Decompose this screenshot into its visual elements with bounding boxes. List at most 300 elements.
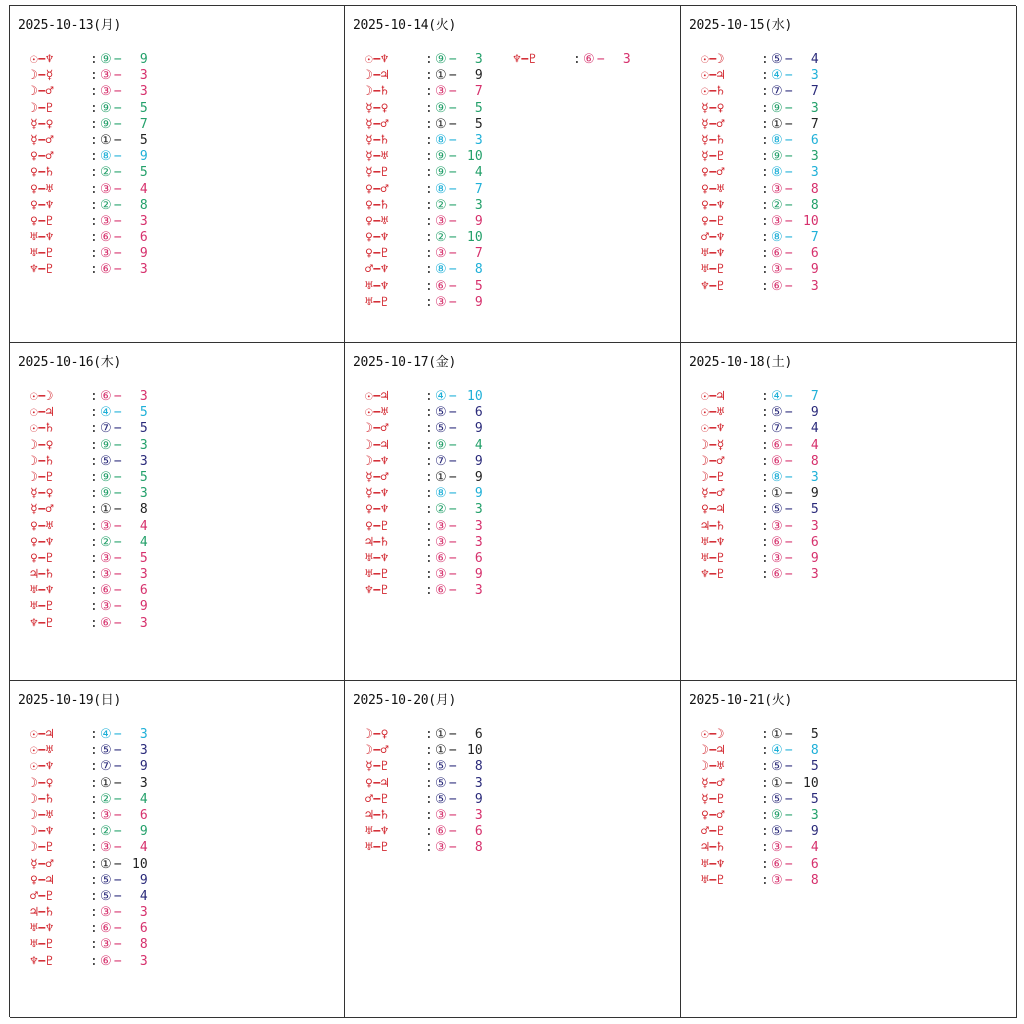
- dash: −: [113, 469, 122, 485]
- aspect-value: 8: [139, 937, 148, 953]
- aspect-code: ③: [100, 84, 112, 100]
- aspect-code: ⑨: [771, 807, 783, 823]
- planet-pair: ☉−☽: [701, 727, 725, 742]
- dash: −: [448, 807, 457, 823]
- aspect-code: ③: [100, 807, 112, 823]
- aspect-row: [701, 182, 819, 198]
- planet-pair: ☿−♂: [30, 502, 54, 518]
- aspect-value: 5: [474, 100, 483, 116]
- aspect-row: [365, 295, 483, 311]
- separator: :: [761, 262, 769, 278]
- planet-pair: ☉−☽: [30, 389, 54, 404]
- aspect-row: [701, 149, 819, 165]
- aspect-code: ⑥: [100, 230, 112, 246]
- dash: −: [448, 534, 457, 550]
- aspect-row: [701, 230, 819, 246]
- aspect-row: [30, 405, 148, 421]
- separator: :: [425, 759, 433, 775]
- dash: −: [448, 262, 457, 278]
- aspect-code: ④: [771, 68, 783, 84]
- aspect-row: [701, 405, 819, 421]
- planet-pair: ☿−♀: [30, 486, 54, 502]
- separator: :: [90, 52, 98, 67]
- separator: :: [425, 262, 433, 278]
- aspect-code: ①: [771, 486, 783, 502]
- dash: −: [448, 824, 457, 840]
- aspect-value: 6: [810, 132, 819, 148]
- aspect-value: 3: [622, 52, 631, 67]
- dash: −: [784, 52, 793, 67]
- aspect-code: ③: [100, 599, 112, 615]
- aspect-code: ⑥: [771, 437, 783, 453]
- aspect-value: 9: [474, 791, 483, 807]
- separator: :: [425, 550, 433, 566]
- planet-pair: ♀−♇: [30, 550, 54, 566]
- dash: −: [784, 165, 793, 181]
- planet-pair: ☉−♅: [701, 405, 725, 421]
- aspect-row: [365, 84, 483, 100]
- separator: :: [761, 52, 769, 67]
- aspect-row: [30, 905, 148, 921]
- aspect-value: 9: [474, 567, 483, 583]
- dash: −: [113, 502, 122, 518]
- dash: −: [448, 469, 457, 485]
- aspect-row: [365, 279, 483, 295]
- separator: :: [761, 727, 769, 742]
- aspect-value: 9: [139, 759, 148, 775]
- aspect-code: ⑨: [100, 116, 112, 132]
- separator: :: [761, 68, 769, 84]
- aspect-row: [30, 486, 148, 502]
- planet-pair: ☽−♄: [30, 453, 54, 469]
- separator: :: [90, 213, 98, 229]
- planet-pair: ☽−♅: [30, 807, 54, 823]
- aspect-row: [365, 101, 483, 117]
- planet-pair: ♆−♇: [701, 567, 725, 583]
- aspect-code: ⑤: [100, 872, 112, 888]
- aspect-list: [365, 52, 483, 311]
- aspect-row: [365, 792, 483, 808]
- aspect-value: 7: [139, 116, 148, 132]
- planet-pair: ♃−♄: [30, 567, 54, 583]
- planet-pair: ♅−♇: [701, 550, 725, 566]
- aspect-code: ②: [435, 197, 447, 213]
- aspect-code: ⑥: [771, 453, 783, 469]
- dash: −: [448, 52, 457, 67]
- aspect-list: [365, 727, 483, 857]
- aspect-code: ⑥: [435, 824, 447, 840]
- dash: −: [448, 197, 457, 213]
- aspect-row: [30, 824, 148, 840]
- separator: :: [761, 534, 769, 550]
- separator: :: [90, 599, 98, 615]
- planet-pair: ☉−♃: [701, 68, 725, 84]
- planet-pair: ☉−☽: [701, 52, 725, 67]
- dash: −: [784, 807, 793, 823]
- dash: −: [784, 856, 793, 872]
- aspect-value: 8: [474, 840, 483, 856]
- aspect-code: ⑤: [435, 775, 447, 791]
- aspect-value: 9: [139, 872, 148, 888]
- separator: :: [425, 583, 433, 599]
- separator: :: [761, 550, 769, 566]
- aspect-code: ③: [771, 262, 783, 278]
- separator: :: [90, 727, 98, 742]
- aspect-value: 8: [810, 197, 819, 213]
- aspect-value: 3: [139, 905, 148, 921]
- aspect-code: ③: [100, 68, 112, 84]
- dash: −: [113, 840, 122, 856]
- aspect-code: ⑨: [435, 52, 447, 67]
- aspect-code: ②: [100, 824, 112, 840]
- aspect-row: [365, 165, 483, 181]
- separator: :: [90, 181, 98, 197]
- aspect-row: [701, 857, 819, 873]
- planet-pair: ♅−♇: [701, 872, 725, 888]
- aspect-row: [30, 921, 148, 937]
- dash: −: [113, 405, 122, 421]
- aspect-code: ③: [435, 534, 447, 550]
- planet-pair: ♀−♂: [701, 807, 725, 823]
- aspect-value: 10: [803, 213, 819, 229]
- aspect-value: 5: [810, 759, 819, 775]
- dash: −: [113, 905, 122, 921]
- aspect-code: ①: [435, 68, 447, 84]
- separator: :: [90, 921, 98, 937]
- separator: :: [761, 100, 769, 116]
- dash: −: [784, 534, 793, 550]
- aspect-code: ①: [435, 743, 447, 759]
- day-date: 2025-10-19(日): [18, 693, 122, 708]
- aspect-value: 9: [474, 486, 483, 502]
- planet-pair: ☽−♆: [365, 453, 389, 469]
- aspect-row: [30, 551, 148, 567]
- dash: −: [113, 727, 122, 742]
- planet-pair: ☽−♃: [365, 68, 389, 84]
- aspect-value: 4: [810, 52, 819, 67]
- separator: :: [425, 197, 433, 213]
- planet-pair: ♀−♇: [365, 518, 389, 534]
- planet-pair: ♆−♇: [365, 583, 389, 599]
- aspect-value: 6: [810, 246, 819, 262]
- aspect-row: [30, 133, 148, 149]
- aspect-code: ③: [435, 567, 447, 583]
- aspect-code: ⑥: [435, 550, 447, 566]
- planet-pair: ☉−♅: [365, 405, 389, 421]
- dash: −: [784, 149, 793, 165]
- aspect-code: ⑥: [771, 856, 783, 872]
- separator: :: [425, 421, 433, 437]
- aspect-code: ⑤: [100, 743, 112, 759]
- separator: :: [90, 888, 98, 904]
- planet-pair: ☽−♂: [365, 743, 389, 759]
- aspect-value: 10: [467, 389, 483, 404]
- aspect-list: [701, 389, 819, 583]
- aspect-value: 3: [810, 807, 819, 823]
- aspect-value: 9: [139, 246, 148, 262]
- separator: :: [425, 453, 433, 469]
- separator: :: [90, 469, 98, 485]
- aspect-value: 3: [474, 197, 483, 213]
- planet-pair: ☿−♂: [701, 775, 725, 791]
- separator: :: [761, 872, 769, 888]
- separator: :: [425, 149, 433, 165]
- aspect-value: 9: [810, 550, 819, 566]
- aspect-value: 5: [810, 727, 819, 742]
- planet-pair: ☉−♅: [30, 743, 54, 759]
- aspect-code: ⑨: [435, 437, 447, 453]
- separator: :: [425, 68, 433, 84]
- aspect-code: ①: [100, 502, 112, 518]
- dash: −: [113, 743, 122, 759]
- aspect-row: [365, 502, 483, 518]
- planet-pair: ☽−♃: [365, 437, 389, 453]
- extra-aspect-list: [513, 52, 631, 68]
- aspect-value: 3: [139, 389, 148, 404]
- separator: :: [761, 824, 769, 840]
- separator: :: [90, 230, 98, 246]
- aspect-value: 10: [467, 230, 483, 246]
- separator: :: [425, 534, 433, 550]
- dash: −: [113, 389, 122, 404]
- aspect-row: [701, 486, 819, 502]
- separator: :: [90, 791, 98, 807]
- separator: :: [761, 856, 769, 872]
- aspect-value: 3: [810, 165, 819, 181]
- aspect-code: ③: [100, 567, 112, 583]
- separator: :: [425, 100, 433, 116]
- aspect-row: [701, 551, 819, 567]
- dash: −: [784, 132, 793, 148]
- aspect-row: [30, 954, 148, 970]
- aspect-row: [30, 535, 148, 551]
- aspect-row: [701, 68, 819, 84]
- aspect-value: 6: [474, 550, 483, 566]
- day-date: 2025-10-13(月): [18, 18, 122, 33]
- aspect-row: [701, 198, 819, 214]
- aspect-row: [30, 840, 148, 856]
- aspect-row: [701, 808, 819, 824]
- planet-pair: ☽−♂: [30, 84, 54, 100]
- aspect-row: [365, 52, 483, 68]
- dash: −: [784, 567, 793, 583]
- aspect-row: [701, 873, 819, 889]
- aspect-value: 3: [810, 518, 819, 534]
- day-date: 2025-10-18(土): [689, 355, 793, 370]
- separator: :: [761, 181, 769, 197]
- aspect-row: [365, 117, 483, 133]
- aspect-value: 5: [810, 502, 819, 518]
- aspect-row: [365, 486, 483, 502]
- planet-pair: ♅−♆: [30, 230, 54, 246]
- aspect-value: 6: [810, 856, 819, 872]
- planet-pair: ♀−♄: [365, 197, 389, 213]
- aspect-row: [701, 727, 819, 743]
- aspect-value: 5: [810, 791, 819, 807]
- dash: −: [113, 246, 122, 262]
- aspect-value: 7: [474, 246, 483, 262]
- dash: −: [113, 921, 122, 937]
- separator: :: [90, 567, 98, 583]
- separator: :: [90, 615, 98, 631]
- separator: :: [761, 246, 769, 262]
- separator: :: [90, 824, 98, 840]
- dash: −: [448, 278, 457, 294]
- aspect-code: ⑥: [435, 583, 447, 599]
- aspect-code: ⑤: [771, 759, 783, 775]
- aspect-row: [30, 792, 148, 808]
- aspect-code: ①: [100, 132, 112, 148]
- planet-pair: ☿−♇: [701, 149, 725, 165]
- aspect-row: [30, 149, 148, 165]
- day-cell: [10, 681, 345, 1018]
- separator: :: [761, 567, 769, 583]
- aspect-code: ⑧: [771, 132, 783, 148]
- planet-pair: ☿−♆: [365, 486, 389, 502]
- dash: −: [113, 84, 122, 100]
- aspect-value: 3: [810, 149, 819, 165]
- aspect-row: [701, 389, 819, 405]
- aspect-code: ③: [771, 213, 783, 229]
- separator: :: [761, 405, 769, 421]
- aspect-row: [365, 743, 483, 759]
- dash: −: [448, 743, 457, 759]
- aspect-row: [365, 519, 483, 535]
- aspect-value: 4: [474, 165, 483, 181]
- aspect-code: ②: [100, 791, 112, 807]
- aspect-value: 6: [474, 727, 483, 742]
- aspect-value: 10: [132, 856, 148, 872]
- separator: :: [425, 567, 433, 583]
- aspect-row: [30, 519, 148, 535]
- dash: −: [784, 453, 793, 469]
- dash: −: [113, 534, 122, 550]
- aspect-code: ②: [771, 197, 783, 213]
- aspect-code: ③: [435, 246, 447, 262]
- aspect-value: 4: [139, 518, 148, 534]
- aspect-code: ④: [771, 743, 783, 759]
- aspect-row: [365, 551, 483, 567]
- separator: :: [761, 807, 769, 823]
- aspect-row: [701, 421, 819, 437]
- separator: :: [90, 502, 98, 518]
- aspect-value: 9: [810, 262, 819, 278]
- aspect-row: [30, 599, 148, 615]
- dash: −: [784, 502, 793, 518]
- aspect-row: [365, 824, 483, 840]
- aspect-code: ⑤: [771, 824, 783, 840]
- separator: :: [90, 149, 98, 165]
- planet-pair: ♃−♄: [365, 534, 389, 550]
- aspect-row: [365, 759, 483, 775]
- separator: :: [425, 230, 433, 246]
- dash: −: [448, 68, 457, 84]
- dash: −: [113, 149, 122, 165]
- aspect-value: 3: [810, 100, 819, 116]
- aspect-list: [701, 52, 819, 295]
- separator: :: [425, 518, 433, 534]
- planet-pair: ☿−♂: [701, 486, 725, 502]
- aspect-value: 4: [810, 437, 819, 453]
- aspect-code: ⑦: [100, 759, 112, 775]
- planet-pair: ☽−♂: [701, 453, 725, 469]
- dash: −: [784, 100, 793, 116]
- dash: −: [784, 181, 793, 197]
- aspect-value: 9: [139, 599, 148, 615]
- aspect-row: [30, 937, 148, 953]
- planet-pair: ☉−♃: [701, 389, 725, 404]
- aspect-code: ⑨: [100, 437, 112, 453]
- separator: :: [425, 52, 433, 67]
- planet-pair: ♅−♆: [701, 534, 725, 550]
- aspect-row: [701, 840, 819, 856]
- aspect-code: ⑧: [435, 132, 447, 148]
- dash: −: [784, 246, 793, 262]
- aspect-code: ⑨: [435, 165, 447, 181]
- aspect-row: [701, 133, 819, 149]
- planet-pair: ♅−♇: [365, 294, 389, 310]
- aspect-code: ⑨: [100, 469, 112, 485]
- separator: :: [90, 518, 98, 534]
- aspect-code: ⑥: [100, 953, 112, 969]
- aspect-value: 10: [467, 149, 483, 165]
- aspect-value: 9: [810, 824, 819, 840]
- dash: −: [784, 197, 793, 213]
- aspect-row: [701, 535, 819, 551]
- aspect-code: ⑧: [771, 165, 783, 181]
- aspect-code: ⑨: [435, 149, 447, 165]
- aspect-value: 10: [803, 775, 819, 791]
- aspect-value: 5: [139, 132, 148, 148]
- aspect-code: ⑥: [583, 52, 595, 67]
- aspect-row: [365, 808, 483, 824]
- separator: :: [761, 213, 769, 229]
- aspect-row: [701, 438, 819, 454]
- aspect-code: ①: [435, 469, 447, 485]
- aspect-code: ⑥: [771, 246, 783, 262]
- planet-pair: ♅−♇: [30, 599, 54, 615]
- separator: :: [761, 132, 769, 148]
- aspect-code: ⑧: [435, 262, 447, 278]
- aspect-value: 3: [810, 567, 819, 583]
- planet-pair: ♂−♆: [365, 262, 389, 278]
- dash: −: [113, 100, 122, 116]
- planet-pair: ♀−♃: [365, 775, 389, 791]
- aspect-row: [30, 165, 148, 181]
- separator: :: [425, 278, 433, 294]
- aspect-value: 3: [139, 262, 148, 278]
- aspect-row: [30, 68, 148, 84]
- aspect-value: 9: [474, 469, 483, 485]
- dash: −: [784, 437, 793, 453]
- separator: :: [90, 872, 98, 888]
- planet-pair: ☽−♇: [30, 469, 54, 485]
- aspect-row: [365, 68, 483, 84]
- aspect-code: ①: [771, 727, 783, 742]
- aspect-value: 7: [474, 181, 483, 197]
- separator: :: [90, 405, 98, 421]
- separator: :: [90, 743, 98, 759]
- dash: −: [113, 856, 122, 872]
- aspect-code: ⑥: [771, 278, 783, 294]
- dash: −: [113, 775, 122, 791]
- aspect-code: ⑥: [100, 615, 112, 631]
- aspect-value: 3: [139, 743, 148, 759]
- dash: −: [448, 518, 457, 534]
- aspect-code: ②: [100, 534, 112, 550]
- separator: :: [425, 116, 433, 132]
- planet-pair: ♆−♇: [701, 278, 725, 294]
